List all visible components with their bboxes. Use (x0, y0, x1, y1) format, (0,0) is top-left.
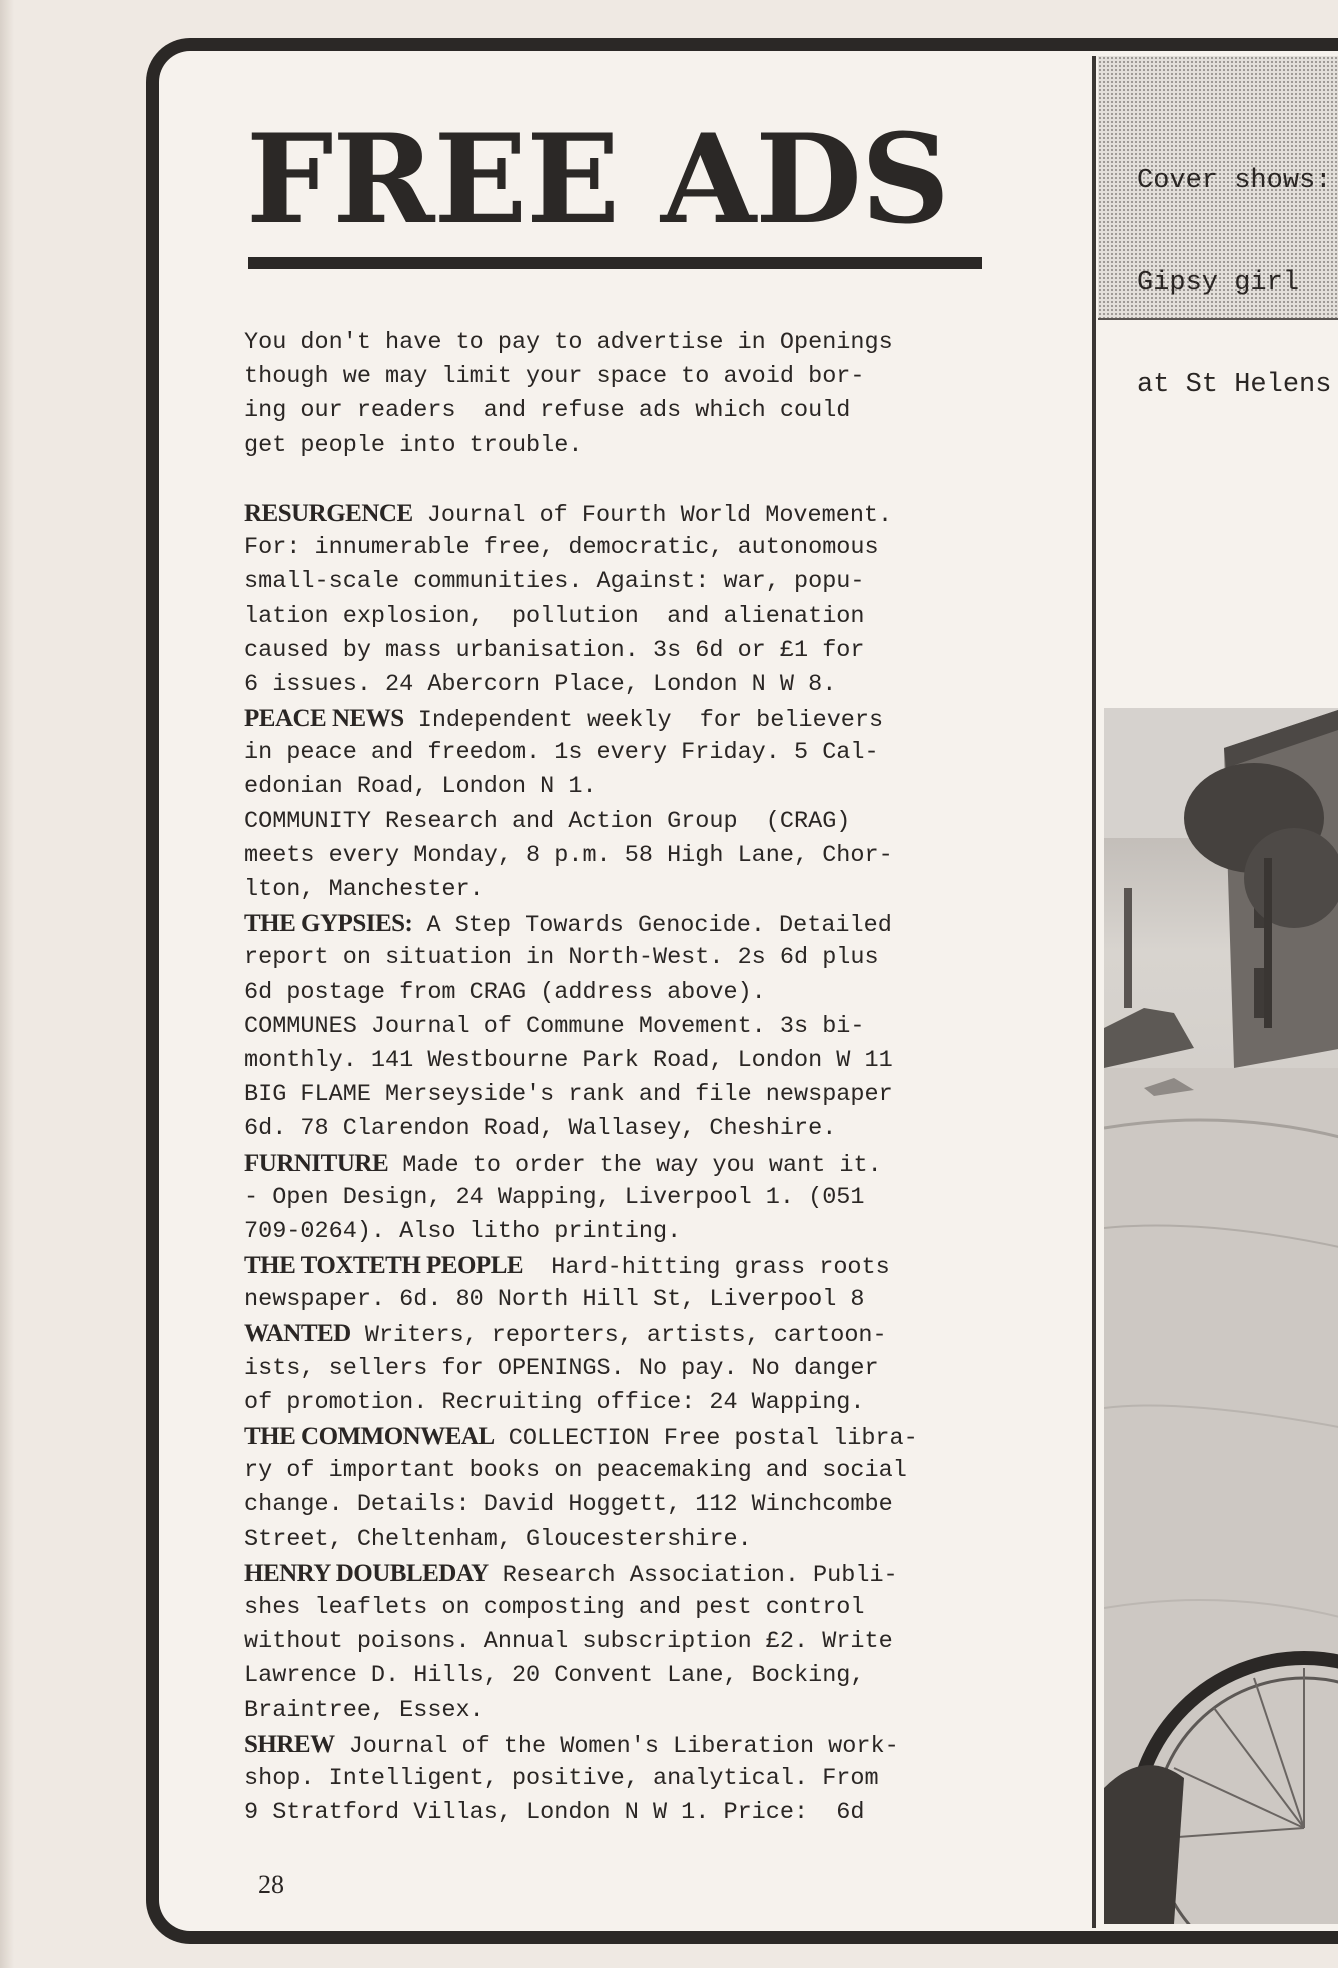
ad-heading: THE COMMONWEAL (244, 1423, 495, 1450)
ad-line (244, 1283, 1024, 1317)
ad-text: report on situation in North-West. 2s 6d plus (244, 944, 879, 972)
ad-text: - Open Design, 24 Wapping, Liverpool 1. (051 (244, 1183, 865, 1211)
ad-line (244, 1694, 1024, 1728)
cover-caption-line: at St Helens (1137, 370, 1332, 400)
ad-text: shop. Intelligent, positive, analytical. From (244, 1764, 879, 1792)
photo-illustration (1104, 708, 1338, 1924)
column-divider (1092, 56, 1096, 1928)
ad-line (244, 976, 1024, 1010)
ad-text: Journal of the Women's Liberation work- (334, 1732, 899, 1760)
ad-text: Street, Cheltenham, Gloucestershire. (244, 1525, 752, 1553)
ad-line (244, 1454, 1024, 1488)
ad-line (244, 600, 1024, 634)
cover-caption-line: Cover shows: (1137, 166, 1332, 196)
ad-line (244, 839, 1024, 873)
ad-text: 709-0264). Also litho printing. (244, 1217, 682, 1245)
ad-heading: FURNITURE (244, 1149, 389, 1177)
ad-line (244, 1181, 1024, 1215)
page-title: FREE ADS (246, 108, 949, 252)
ad-line (244, 1591, 1024, 1625)
ad-text: 6d postage from CRAG (address above). (244, 978, 766, 1006)
cover-photo-strip (1104, 708, 1338, 1924)
ad-heading: HENRY DOUBLEDAY (244, 1559, 489, 1587)
ad-heading: THE TOXTETH PEOPLE (244, 1252, 524, 1280)
ad-line (244, 1728, 1024, 1762)
page-edge-shadow (0, 0, 14, 1968)
intro-line: ing our readers and refuse ads which could (244, 397, 851, 425)
ad-text: Writers, reporters, artists, cartoon- (350, 1322, 887, 1350)
ad-line (244, 1010, 1024, 1044)
ad-text: 6 issues. 24 Abercorn Place, London N W 8. (244, 670, 837, 698)
ad-line (244, 668, 1024, 702)
ad-text: For: innumerable free, democratic, autonomous (244, 534, 879, 562)
ad-line (244, 941, 1024, 975)
ad-heading: RESURGENCE (244, 499, 413, 527)
ad-text: Made to order the way you want it. (388, 1151, 882, 1179)
ad-line (244, 770, 1024, 804)
ad-line (244, 805, 1024, 839)
ad-line (244, 907, 1024, 941)
ad-line (244, 1044, 1024, 1078)
ad-text: small-scale communities. Against: war, popu- (244, 568, 865, 596)
ad-line (244, 1625, 1024, 1659)
ad-text: lation explosion, pollution and alienation (244, 602, 865, 630)
ad-text: BIG FLAME Merseyside's rank and file newspaper (244, 1081, 893, 1109)
ad-line (244, 873, 1024, 907)
ad-text: ry of important books on peacemaking and social (244, 1457, 907, 1485)
ad-text: Hard-hitting grass roots (523, 1254, 890, 1282)
ad-heading: WANTED (244, 1320, 351, 1348)
ad-text: Journal of Fourth World Movement. (412, 501, 893, 529)
ad-text: 9 Stratford Villas, London N W 1. Price: 6d (244, 1799, 865, 1827)
ad-text: Braintree, Essex. (244, 1696, 484, 1724)
title-underline (248, 257, 982, 269)
ad-line (244, 1557, 1024, 1591)
ad-line (244, 1420, 1024, 1454)
ad-line (244, 565, 1024, 599)
ad-line (244, 1659, 1024, 1693)
ad-text: in peace and freedom. 1s every Friday. 5 Cal- (244, 739, 879, 767)
ad-text: lton, Manchester. (244, 876, 484, 903)
page-number: 28 (258, 1870, 284, 1899)
ad-text: newspaper. 6d. 80 North Hill St, Liverpool 8 (244, 1286, 865, 1314)
ad-text: meets every Monday, 8 p.m. 58 High Lane, Chor- (244, 841, 893, 869)
ad-text: without poisons. Annual subscription £2. Write (244, 1628, 893, 1656)
ad-text: Independent weekly for believers (403, 707, 884, 735)
ad-line (244, 1352, 1024, 1386)
ad-line (244, 1796, 1024, 1830)
ad-text: 6d. 78 Clarendon Road, Wallasey, Cheshire. (244, 1115, 837, 1143)
ad-text: change. Details: David Hoggett, 112 Winchcombe (244, 1491, 893, 1519)
ad-line (244, 1078, 1024, 1112)
ad-line (244, 1488, 1024, 1522)
ad-text: Lawrence D. Hills, 20 Convent Lane, Bocking, (244, 1662, 865, 1690)
ad-text: ists, sellers for OPENINGS. No pay. No danger (244, 1354, 879, 1382)
ad-text: COLLECTION Free postal libra- (494, 1425, 918, 1452)
ad-line (244, 1762, 1024, 1796)
ad-text: monthly. 141 Westbourne Park Road, London W 11 (244, 1046, 893, 1074)
ad-text: COMMUNES Journal of Commune Movement. 3s bi- (244, 1012, 865, 1040)
ad-text: of promotion. Recruiting office: 24 Wapping. (244, 1388, 865, 1416)
ad-line (244, 736, 1024, 770)
ad-line (244, 1523, 1024, 1557)
ad-line (244, 1215, 1024, 1249)
ad-line (244, 531, 1024, 565)
ad-text: edonian Road, London N 1. (244, 773, 597, 801)
ad-text: Research Association. Publi- (488, 1561, 898, 1589)
ad-line (244, 634, 1024, 668)
ads-column (244, 326, 1024, 1830)
ad-line (244, 1386, 1024, 1420)
ad-heading: THE GYPSIES: (244, 910, 413, 938)
ad-text: COMMUNITY Research and Action Group (CRAG) (244, 807, 851, 835)
ad-heading: SHREW (244, 1730, 335, 1758)
ad-line (244, 1147, 1024, 1181)
cover-caption-line: Gipsy girl (1137, 268, 1300, 298)
ad-text: shes leaflets on composting and pest control (244, 1593, 865, 1621)
ad-text: caused by mass urbanisation. 3s 6d or £1 for (244, 636, 865, 664)
ad-line (244, 1249, 1024, 1283)
paragraph-gap (244, 463, 1024, 497)
ad-heading: PEACE NEWS (244, 705, 404, 733)
ad-line (244, 497, 1024, 531)
ad-line (244, 1112, 1024, 1146)
intro-line: though we may limit your space to avoid bor- (244, 363, 865, 391)
ad-text: A Step Towards Genocide. Detailed (412, 912, 892, 940)
intro-line: You don't have to pay to advertise in Openings (244, 329, 893, 356)
ad-line (244, 1317, 1024, 1351)
cover-caption (1137, 96, 1331, 436)
ad-line (244, 702, 1024, 736)
intro-line: get people into trouble. (244, 431, 583, 459)
